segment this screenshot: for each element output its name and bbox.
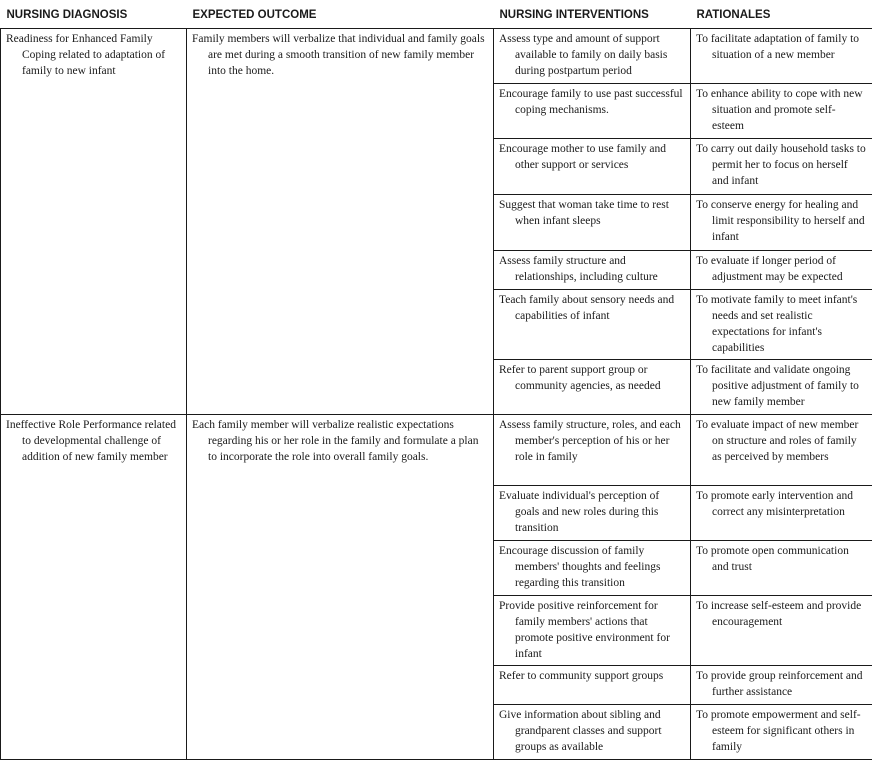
expected-outcome-cell: Each family member will verbalize realistic expectations regarding his or her role in the family and formulate a plan to incorporate the role into overall family goals. bbox=[187, 415, 494, 760]
header-row bbox=[1, 0, 872, 29]
intervention-cell: Assess family structure, roles, and each member's perception of his or her role in family bbox=[494, 415, 691, 486]
rationale-cell: To carry out daily household tasks to permit her to focus on herself and infant bbox=[691, 139, 872, 195]
intervention-cell: Refer to parent support group or community agencies, as needed bbox=[494, 360, 691, 415]
intervention-cell: Encourage discussion of family members' thoughts and feelings regarding this transition bbox=[494, 541, 691, 596]
intervention-cell: Refer to community support groups bbox=[494, 666, 691, 705]
header-expected-outcome: EXPECTED OUTCOME bbox=[187, 0, 494, 29]
rationale-cell: To promote early intervention and correct any misinterpretation bbox=[691, 486, 872, 541]
rationale-cell: To evaluate impact of new member on structure and roles of family as perceived by members bbox=[691, 415, 872, 486]
intervention-cell: Evaluate individual's perception of goals and new roles during this transition bbox=[494, 486, 691, 541]
diagnosis-cell: Ineffective Role Performance related to developmental challenge of addition of new family member bbox=[1, 415, 187, 760]
rationale-cell: To facilitate and validate ongoing positive adjustment of family to new family member bbox=[691, 360, 872, 415]
rationale-cell: To promote empowerment and self-esteem for significant others in family bbox=[691, 705, 872, 760]
intervention-cell: Encourage family to use past successful coping mechanisms. bbox=[494, 84, 691, 139]
expected-outcome-cell: Family members will verbalize that individual and family goals are met during a smooth transition of new family member into the home. bbox=[187, 29, 494, 415]
header-nursing-interventions: NURSING INTERVENTIONS bbox=[494, 0, 691, 29]
intervention-cell: Encourage mother to use family and other support or services bbox=[494, 139, 691, 195]
rationale-cell: To facilitate adaptation of family to situation of a new member bbox=[691, 29, 872, 84]
rationale-cell: To conserve energy for healing and limit responsibility to herself and infant bbox=[691, 195, 872, 251]
header-nursing-diagnosis: NURSING DIAGNOSIS bbox=[1, 0, 187, 29]
diagnosis-cell: Readiness for Enhanced Family Coping related to adaptation of family to new infant bbox=[1, 29, 187, 415]
intervention-cell: Teach family about sensory needs and capabilities of infant bbox=[494, 290, 691, 360]
rationale-cell: To motivate family to meet infant's needs and set realistic expectations for infant's capabilities bbox=[691, 290, 872, 360]
intervention-cell: Assess type and amount of support available to family on daily basis during postpartum period bbox=[494, 29, 691, 84]
rationale-cell: To increase self-esteem and provide encouragement bbox=[691, 596, 872, 666]
table-row bbox=[1, 29, 872, 84]
rationale-cell: To promote open communication and trust bbox=[691, 541, 872, 596]
table-row bbox=[1, 415, 872, 486]
rationale-cell: To evaluate if longer period of adjustment may be expected bbox=[691, 251, 872, 290]
intervention-cell: Give information about sibling and grandparent classes and support groups as available bbox=[494, 705, 691, 760]
rationale-cell: To enhance ability to cope with new situation and promote self-esteem bbox=[691, 84, 872, 139]
intervention-cell: Suggest that woman take time to rest when infant sleeps bbox=[494, 195, 691, 251]
header-rationales: RATIONALES bbox=[691, 0, 872, 29]
rationale-cell: To provide group reinforcement and further assistance bbox=[691, 666, 872, 705]
intervention-cell: Provide positive reinforcement for family members' actions that promote positive environment for infant bbox=[494, 596, 691, 666]
intervention-cell: Assess family structure and relationships, including culture bbox=[494, 251, 691, 290]
